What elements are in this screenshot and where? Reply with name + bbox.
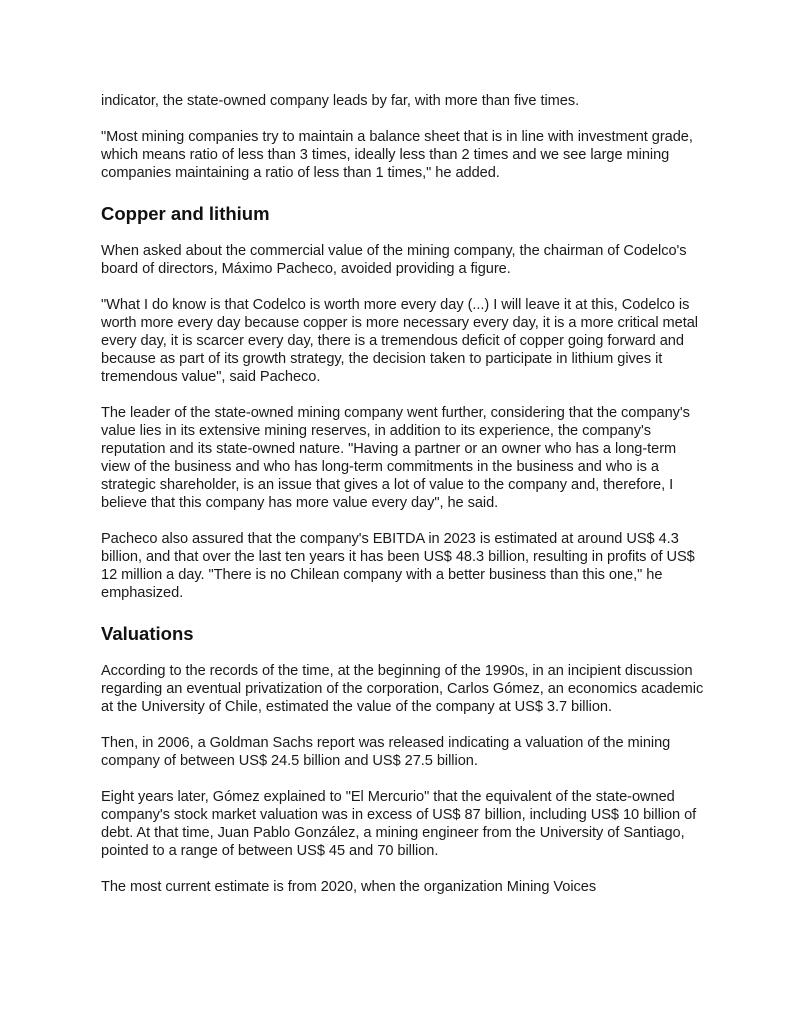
paragraph-valuations-4: The most current estimate is from 2020, when the organization Mining Voices xyxy=(101,879,597,895)
document-page xyxy=(101,92,705,896)
paragraph-copper-3: The leader of the state-owned mining company went further, considering that the company's value lies in its extensive mining reserves, in addition to its experience, the company's reputation and its state-owned nature. "Having a partner or an owner who has a long-term view of the business and who has long-term commitments in the business and who is a strategic shareholder, is an issue that gives a lot of value to the company and, therefore, I believe that this company has more value every day", he said. xyxy=(101,405,690,511)
paragraph-copper-1: When asked about the commercial value of the mining company, the chairman of Codelco's board of directors, Máximo Pacheco, avoided providing a figure. xyxy=(101,243,687,277)
section-heading-copper-lithium: Copper and lithium xyxy=(101,203,270,224)
paragraph-intro-1: indicator, the state-owned company leads by far, with more than five times. xyxy=(101,93,580,109)
paragraph-valuations-3: Eight years later, Gómez explained to "El Mercurio" that the equivalent of the state-owned company's stock market valuation was in excess of US$ 87 billion, including US$ 10 billion of debt. At that time, Juan Pablo González, a mining engineer from the University of Santiago, pointed to a range of between US$ 45 and 70 billion. xyxy=(101,789,697,859)
paragraph-valuations-2: Then, in 2006, a Goldman Sachs report was released indicating a valuation of the mining company of between US$ 24.5 billion and US$ 27.5 billion. xyxy=(101,735,671,769)
paragraph-copper-2: "What I do know is that Codelco is worth more every day (...) I will leave it at this, Codelco is worth more every day because copper is more necessary every day, it is a more critical metal every day, it is scarcer every day, there is a tremendous deficit of copper going forward and because as part of its growth strategy, the decision taken to participate in lithium gives it tremendous value", said Pacheco. xyxy=(101,297,698,385)
paragraph-copper-4: Pacheco also assured that the company's EBITDA in 2023 is estimated at around US$ 4.3 billion, and that over the last ten years it has been US$ 48.3 billion, resulting in profits of US$ 12 million a day. "There is no Chilean company with a better business than this one," he emphasized. xyxy=(101,531,695,601)
paragraph-intro-2: "Most mining companies try to maintain a balance sheet that is in line with investment grade, which means ratio of less than 3 times, ideally less than 2 times and we see large mining companies maintaining a ratio of less than 1 times," he added. xyxy=(101,129,693,181)
paragraph-valuations-1: According to the records of the time, at the beginning of the 1990s, in an incipient discussion regarding an eventual privatization of the corporation, Carlos Gómez, an economics academic at the University of Chile, estimated the value of the company at US$ 3.7 billion. xyxy=(101,663,704,715)
section-heading-valuations: Valuations xyxy=(101,623,194,644)
